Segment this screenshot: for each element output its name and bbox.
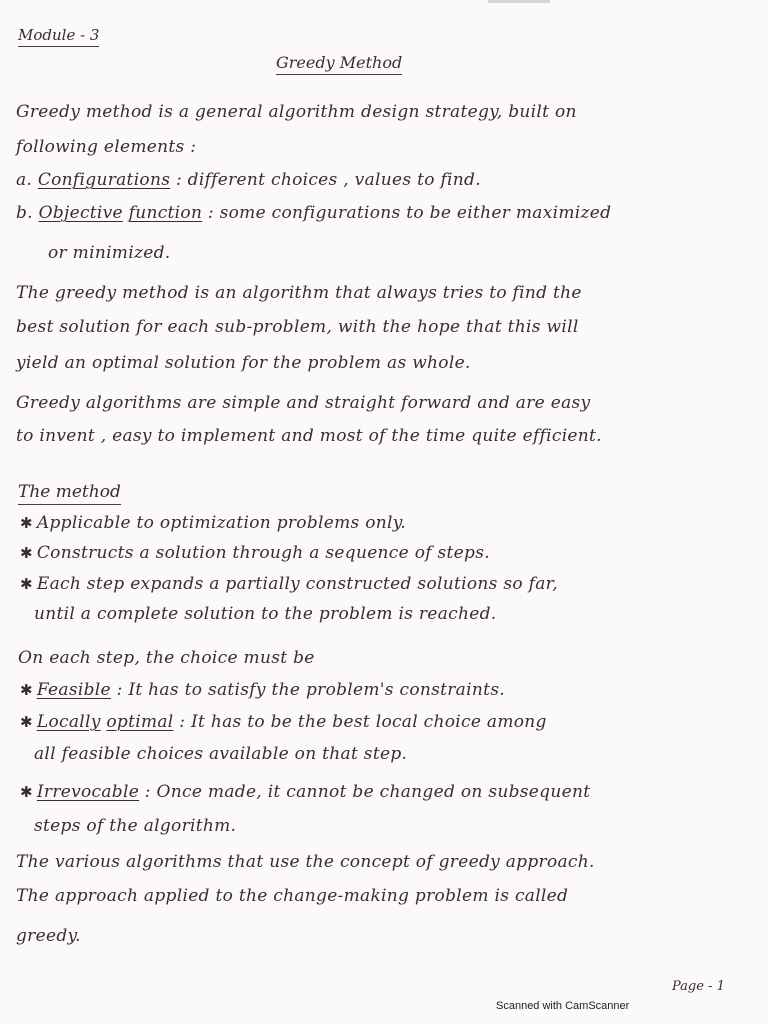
element-a-text: : different choices , values to find. <box>170 170 481 190</box>
bullet-star-icon: ✱ <box>20 681 33 699</box>
method-item-3 <box>20 574 558 594</box>
choice-feasible <box>20 680 505 700</box>
para2-line-1: Greedy algorithms are simple and straight forward and are easy <box>16 393 591 413</box>
choice-intro: On each step, the choice must be <box>18 648 315 668</box>
element-b-term-2: function <box>128 203 203 223</box>
choice-irrevocable <box>20 782 590 802</box>
element-a-prefix: a. <box>16 170 38 190</box>
method-item-2-text: Constructs a solution through a sequence of steps. <box>36 543 490 563</box>
element-b-continuation: or minimized. <box>48 243 171 263</box>
element-b-prefix: b. <box>16 203 39 223</box>
closing-line-1: The various algorithms that use the concept of greedy approach. <box>16 852 595 872</box>
page-title: Greedy Method <box>276 53 402 75</box>
bullet-star-icon: ✱ <box>20 783 33 801</box>
locally-optimal-text: : It has to be the best local choice among <box>173 712 547 732</box>
method-item-3-text: Each step expands a partially constructed solutions so far, <box>36 574 558 594</box>
page-number: Page - 1 <box>672 979 725 994</box>
choice-locally-optimal <box>20 712 547 732</box>
method-item-2 <box>20 543 490 563</box>
bullet-star-icon: ✱ <box>20 514 33 532</box>
intro-line-1: Greedy method is a general algorithm design strategy, built on <box>16 102 577 122</box>
bullet-star-icon: ✱ <box>20 713 33 731</box>
optimal-term: optimal <box>106 712 174 732</box>
element-b-term-1: Objective <box>38 203 123 223</box>
para1-line-3: yield an optimal solution for the problem as whole. <box>16 353 471 373</box>
choice-irrevocable-continuation: steps of the algorithm. <box>34 816 237 836</box>
feasible-text: : It has to satisfy the problem's constraints. <box>110 680 505 700</box>
element-b <box>16 203 611 223</box>
method-item-3-continuation: until a complete solution to the problem is reached. <box>34 604 497 624</box>
choice-locally-continuation: all feasible choices available on that step. <box>34 744 408 764</box>
element-b-text: : some configurations to be either maximized <box>202 203 612 223</box>
method-item-1 <box>20 513 406 533</box>
bullet-star-icon: ✱ <box>20 575 33 593</box>
element-a <box>16 170 481 190</box>
closing-line-3: greedy. <box>16 926 81 946</box>
locally-term: Locally <box>36 712 101 732</box>
closing-line-2: The approach applied to the change-making problem is called <box>16 886 569 906</box>
method-heading: The method <box>18 482 121 505</box>
bullet-star-icon: ✱ <box>20 544 33 562</box>
scan-edge-mark <box>488 0 550 3</box>
para1-line-2: best solution for each sub-problem, with the hope that this will <box>16 317 579 337</box>
intro-line-2: following elements : <box>16 137 197 157</box>
irrevocable-text: : Once made, it cannot be changed on subsequent <box>139 782 591 802</box>
para2-line-2: to invent , easy to implement and most of the time quite efficient. <box>16 426 602 446</box>
element-a-term: Configurations <box>37 170 171 190</box>
module-label: Module - 3 <box>18 26 99 47</box>
para1-line-1: The greedy method is an algorithm that always tries to find the <box>16 283 582 303</box>
irrevocable-term: Irrevocable <box>36 782 140 802</box>
method-item-1-text: Applicable to optimization problems only. <box>36 513 407 533</box>
feasible-term: Feasible <box>36 680 111 700</box>
scanner-watermark: Scanned with CamScanner <box>496 1000 630 1012</box>
